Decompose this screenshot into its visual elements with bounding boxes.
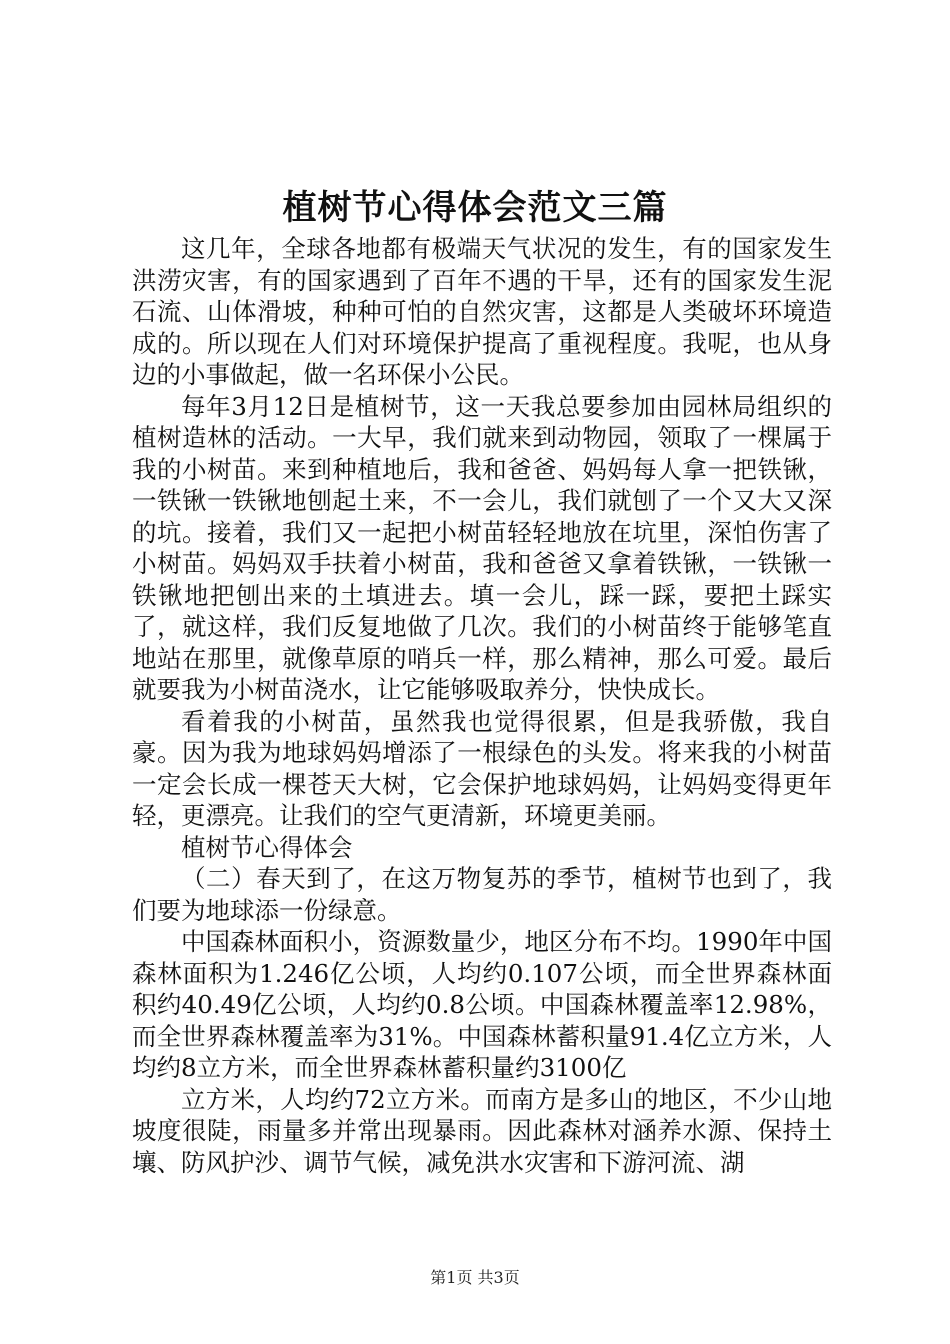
paragraph-reflection: 看着我的小树苗，虽然我也觉得很累，但是我骄傲，我自豪。因为我为地球妈妈增添了一根绿色的头发。将来我的小树苗一定会长成一棵苍天大树，它会保护地球妈妈，让妈妈变得更年轻，更漂亮。让我们的空气更清新，环境更美丽。 — [132, 706, 832, 830]
paragraph-spring: （二）春天到了，在这万物复苏的季节，植树节也到了，我们要为地球添一份绿意。 — [132, 864, 832, 925]
section-heading: 植树节心得体会 — [181, 832, 353, 862]
paragraph-tree-planting: 每年3月12日是植树节，这一天我总要参加由园林局组织的植树造林的活动。一大早，我们就来到动物园，领取了一棵属于我的小树苗。来到种植地后，我和爸爸、妈妈每人拿一把铁锹，一铁锹一铁锹地刨起土来，不一会儿，我们就刨了一个又大又深的坑。接着，我们又一起把小树苗轻轻地放在坑里，深怕伤害了小树苗。妈妈双手扶着小树苗，我和爸爸又拿着铁锹，一铁锹一铁锹地把刨出来的土填进去。填一会儿，踩一踩，要把土踩实了，就这样，我们反复地做了几次。我们的小树苗终于能够笔直地站在那里，就像草原的哨兵一样，那么精神，那么可爱。最后就要我为小树苗浇水，让它能够吸取养分，快快成长。 — [132, 391, 832, 704]
paragraph-forest-continued: 立方米，人均约72立方米。而南方是多山的地区，不少山地坡度很陡，雨量多并常出现暴雨。因此森林对涵养水源、保持土壤、防风护沙、调节气候，减免洪水灾害和下游河流、湖 — [132, 1084, 832, 1177]
page-number-footer: 第1页 共3页 — [430, 1268, 520, 1287]
document-body — [132, 233, 832, 1178]
page-title: 植树节心得体会范文三篇 — [282, 188, 668, 228]
paragraph-forest-stats: 中国森林面积小，资源数量少，地区分布不均。1990年中国森林面积为1.246亿公顷，人均约0.107公顷，而全世界森林面积约40.49亿公顷，人均约0.8公顷。中国森林覆盖率12.98%，而全世界森林覆盖率为31%。中国森林蓄积量91.4亿立方米，人均约8立方米，而全世界森林蓄积量约3100亿 — [132, 927, 832, 1082]
paragraph-intro: 这几年，全球各地都有极端天气状况的发生，有的国家发生洪涝灾害，有的国家遇到了百年不遇的干旱，还有的国家发生泥石流、山体滑坡，种种可怕的自然灾害，这都是人类破坏环境造成的。所以现在人们对环境保护提高了重视程度。我呢，也从身边的小事做起，做一名环保小公民。 — [132, 234, 832, 389]
